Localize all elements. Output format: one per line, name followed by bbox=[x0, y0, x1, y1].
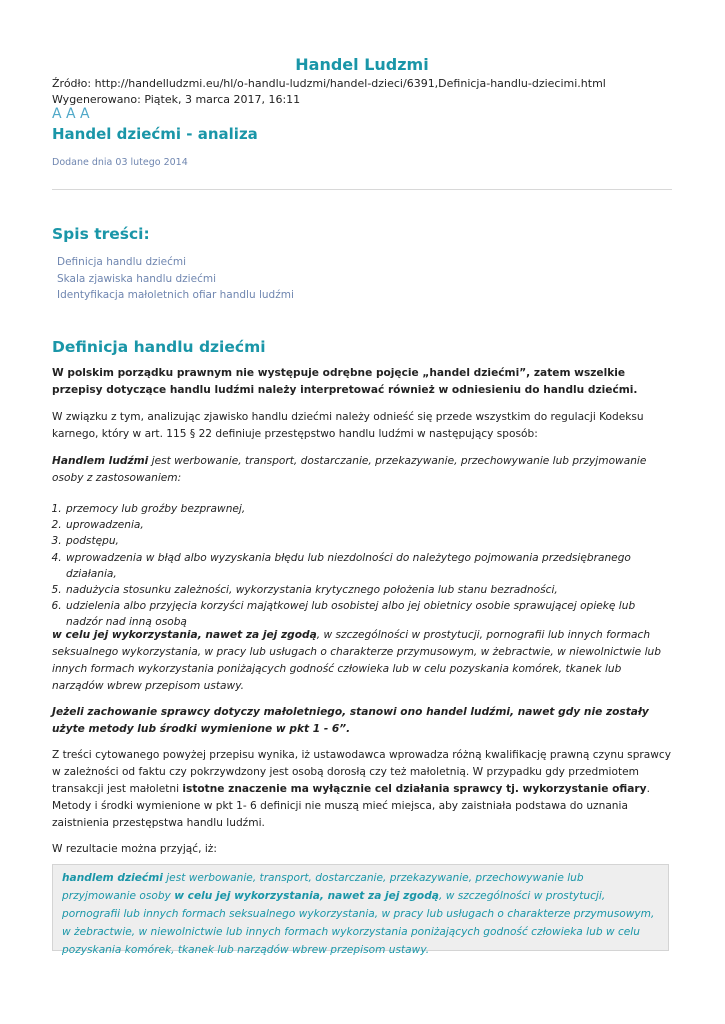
paragraph-kodeks: W związku z tym, analizując zjawisko handlu dziećmi należy odnieść się przede wszystkim do regulacji Kodeksu karnego, który w art. 115 § 22 definiuje przestępstwo handlu ludźmi w następujący sposób: bbox=[52, 411, 644, 440]
list-item: 5. nadużycia stosunku zależności, wykorzystania krytycznego położenia lub stanu bezradności, bbox=[65, 582, 672, 598]
generated-date: Piątek, 3 marca 2017, 16:11 bbox=[144, 93, 301, 106]
font-size-small-button[interactable]: A bbox=[52, 106, 66, 122]
criteria-list bbox=[52, 501, 672, 631]
quote-term: handlem dziećmi bbox=[62, 872, 163, 884]
section-title: Definicja handlu dziećmi bbox=[52, 338, 266, 356]
font-size-controls bbox=[52, 106, 94, 122]
divider bbox=[52, 189, 672, 190]
list-item: 1. przemocy lub groźby bezprawnej, bbox=[65, 501, 672, 517]
analysis-emphasis: istotne znaczenie ma wyłącznie cel działania sprawcy tj. wykorzystanie ofiary bbox=[182, 783, 647, 795]
paragraph-definition bbox=[52, 453, 672, 487]
definition-term: Handlem ludźmi bbox=[52, 455, 149, 467]
list-item: 2. uprowadzenia, bbox=[65, 517, 672, 533]
definition-text: jest werbowanie, transport, dostarczanie, przekazywanie, przechowywanie lub przyjmowanie osoby z zastosowaniem: bbox=[52, 455, 647, 484]
toc-link-scale[interactable]: Skala zjawiska handlu dziećmi bbox=[57, 272, 216, 285]
paragraph-purpose bbox=[52, 627, 672, 695]
font-size-large-button[interactable]: A bbox=[79, 106, 94, 122]
analysis-text-a: Z treści cytowanego powyżej przepisu wynika, iż ustawodawca wprowadza różną kwalifikację prawną czynu sprawcy w zależności od faktu czy pokrzywdzony jest osobą dorosłą czy też małoletnią. W przypadku gdy przedmiotem transakcji jest małoletni bbox=[52, 749, 672, 795]
source-url: http://handelludzmi.eu/hl/o-handlu-ludzmi/handel-dzieci/6391,Definicja-handlu-dziecimi.html bbox=[94, 77, 606, 90]
font-size-medium-button[interactable]: A bbox=[65, 106, 80, 122]
quote-text-b: , w szczególności w prostytucji, pornografii lub innych formach seksualnego wykorzystania, w pracy lub usługach o charakterze przymusowym, w żebractwie, w niewolnictwie lub innych formach wykorzystania poniżających godność człowieka lub w celu pozyskania komórek, tkanek lub narządów wbrew przepisom ustawy. bbox=[62, 890, 655, 956]
paragraph-conclusion: W rezultacie można przyjąć, iż: bbox=[52, 843, 217, 855]
list-item: 4. wprowadzenia w błąd albo wyzyskania błędu lub niezdolności do należytego pojmowania przedsiębranego działania, bbox=[65, 550, 672, 582]
quote-text-a: jest werbowanie, transport, dostarczanie, przekazywanie, przechowywanie lub przyjmowanie osoby bbox=[62, 872, 584, 902]
paragraph-minor: Jeżeli zachowanie sprawcy dotyczy małoletniego, stanowi ono handel ludźmi, nawet gdy nie zostały użyte metody lub środki wymienione w pkt 1 - 6”. bbox=[52, 706, 649, 735]
generated-label: Wygenerowano: bbox=[52, 93, 141, 106]
toc-link-identification[interactable]: Identyfikacja małoletnich ofiar handlu ludźmi bbox=[57, 289, 294, 301]
list-item: 6. udzielenia albo przyjęcia korzyści majątkowej lub osobistej albo jej obietnicy osobie sprawującej opiekę lub nadzór nad inną osobą bbox=[65, 598, 672, 630]
analysis-text-b: . Metody i środki wymienione w pkt 1- 6 definicji nie muszą mieć miejsca, aby zaistniała podstawa do uznania zaistnienia przestępstwa handlu ludźmi. bbox=[52, 783, 650, 829]
purpose-term: w celu jej wykorzystania, nawet za jej zgodą bbox=[52, 629, 317, 641]
definition-quote-box bbox=[52, 864, 669, 956]
purpose-text: , w szczególności w prostytucji, pornografii lub innych formach seksualnego wykorzystania, w pracy lub usługach o charakterze przymusowym, w żebractwie, w niewolnictwie lub innych formach wykorzystania poniżających godność człowieka lub w celu pozyskania komórek, tkanek lub narządów wbrew przepisom ustawy. bbox=[52, 629, 661, 692]
source-label: Źródło: bbox=[52, 77, 92, 90]
added-date: Dodane dnia 03 lutego 2014 bbox=[52, 157, 188, 168]
toc-title: Spis treści: bbox=[52, 225, 150, 243]
list-item: 3. podstępu, bbox=[65, 533, 672, 549]
quote-emphasis: w celu jej wykorzystania, nawet za jej zgodą bbox=[174, 890, 439, 902]
source-line bbox=[52, 77, 606, 90]
article-title: Handel dziećmi - analiza bbox=[52, 125, 258, 143]
generated-line bbox=[52, 93, 300, 106]
toc-list bbox=[57, 254, 294, 304]
site-title: Handel Ludzmi bbox=[295, 55, 429, 74]
toc-link-definition[interactable]: Definicja handlu dziećmi bbox=[57, 256, 186, 268]
paragraph-analysis bbox=[52, 747, 672, 832]
lead-paragraph: W polskim porządku prawnym nie występuje odrębne pojęcie „handel dziećmi”, zatem wszelkie przepisy dotyczące handlu ludźmi należy interpretować również w odniesieniu do handlu dziećmi. bbox=[52, 367, 638, 396]
